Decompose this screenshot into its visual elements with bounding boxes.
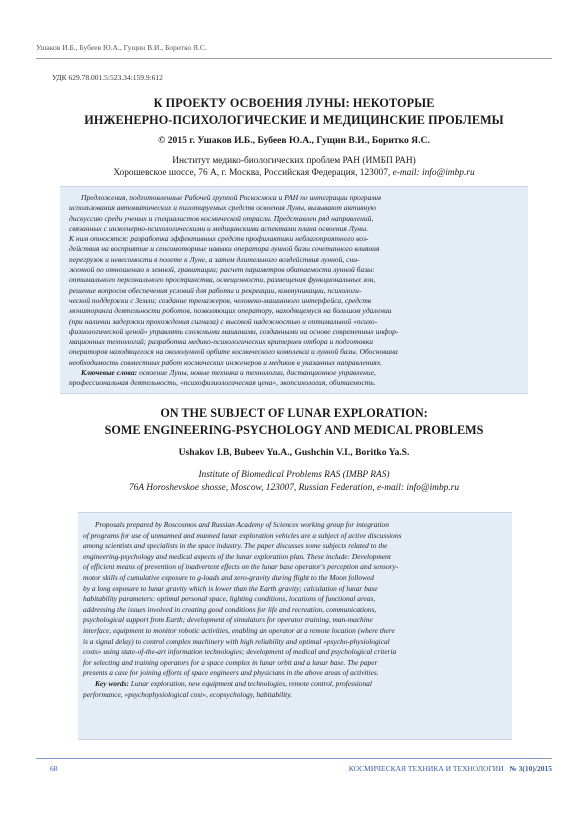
authors-english: Ushakov I.B, Bubeev Yu.A., Gushchin V.I., Boritko Ya.S.	[178, 447, 410, 458]
keywords-english	[83, 679, 507, 690]
abstract-russian-line: необходимость совместных работ космических инженеров и медиков в указанных направлениях.	[69, 357, 383, 367]
address-russian-text: Хорошевское шоссе, 76 А, г. Москва, Российская Федерация, 123007,	[113, 168, 391, 178]
title-english	[40, 405, 548, 439]
institute-english: Institute of Biomedical Problems RAS (IMBP RAS)	[198, 470, 390, 480]
abstract-english-line: of efficient means of prevention of inadvertent effects on the lunar base operator's perception and sensory-	[83, 562, 399, 572]
keywords-english-label: Key words:	[95, 678, 129, 688]
running-head: Ушаков И.Б., Бубеев Ю.А., Гущин В.И., Боритко Я.С.	[36, 43, 552, 59]
journal-issue: № 3(10)/2015	[509, 764, 552, 773]
keywords-russian-text: освоение Луны, новые техника и технологии, дистанционное управление,	[139, 368, 376, 378]
abstract-english-line: engineering-psychology and medical aspects of the lunar exploration plan. These include: Development	[83, 551, 391, 561]
abstract-russian-line: Предложения, подготовленные Рабочей группой Роскосмоса и РАН по интеграции программ	[81, 193, 381, 202]
abstract-english-line: by a long exposure to lunar gravity which is lower than the Earth gravity; calculation of lunar base	[83, 583, 378, 593]
keywords-russian-label: Ключевые слова:	[81, 368, 138, 378]
udk-code: УДК 629.78.001.5:523.34:159.9:612	[52, 73, 163, 82]
title-russian-line: К ПРОЕКТУ ОСВОЕНИЯ ЛУНЫ: НЕКОТОРЫЕ	[153, 96, 435, 110]
journal-name: КОСМИЧЕСКАЯ ТЕХНИКА И ТЕХНОЛОГИИ	[348, 764, 504, 773]
address-russian	[40, 167, 548, 179]
abstract-russian-line: использования автоматических и пилотируемых средств освоения Луны, вызывают активную	[69, 203, 376, 213]
abstract-russian-line: ческой поддержки с Земли; создание тренажеров, человеко-машинного интерфейса, средств	[69, 295, 372, 305]
abstract-russian-line: (при наличии задержки прохождения сигнала) с высокой надежностью и оптимальной «психо-	[69, 316, 378, 326]
email-russian: e-mail: info@imbp.ru	[392, 168, 475, 178]
title-russian	[40, 95, 548, 129]
abstract-russian-line: дискуссию среди ученых и специалистов космической отрасли. Представлен ряд направлений,	[69, 213, 374, 223]
affiliation-english	[40, 469, 548, 494]
title-russian-line: ИНЖЕНЕРНО-ПСИХОЛОГИЧЕСКИЕ И МЕДИЦИНСКИЕ ПРОБЛЕМЫ	[84, 113, 504, 127]
journal-info	[349, 764, 552, 773]
abstract-english-line: costs» using state-of-the-art information technologies; development of medical and psychological criteria	[83, 647, 397, 657]
abstract-russian-line: решение вопросов обеспечения условий для работы и рекреации, коммуникации, психологи-	[69, 285, 362, 295]
abstract-russian-line: физиологической ценой» управлять сложными машинами, созданными на основе современных инфор-	[69, 326, 399, 336]
page-footer	[36, 758, 552, 773]
abstract-russian-line: женной по отношению к земной, гравитации; расчет параметров обитаемости лунной базы:	[69, 265, 375, 275]
abstract-english-line: motor skills of cumulative exposure to g-loads and zero-gravity during flight to the Moon followed	[83, 572, 374, 582]
keywords-russian	[69, 368, 519, 378]
abstract-english-line: of programs for use of unmanned and manned lunar exploration vehicles are a subject of active discussions	[83, 530, 402, 540]
abstract-english-body	[83, 520, 507, 679]
authors-russian: © 2015 г. Ушаков И.Б., Бубеев Ю.А., Гущин В.И., Боритко Я.С.	[158, 135, 430, 146]
abstract-russian-line: мационных технологий; разработка медико-психологических критериев отбора и подготовки	[69, 337, 373, 347]
abstract-english-line: is a signal delay) to control complex machinery with high reliability and optimal «psycho-physiological	[83, 636, 390, 646]
keywords-russian-continuation: профессиональная деятельность, «психофизиологическая цена», экопсихология, обитаемость.	[69, 378, 376, 388]
abstract-russian-body	[69, 193, 519, 368]
abstract-english-line: among scientists and specialists in the space industry. The paper discusses some subjects related to the	[83, 541, 388, 551]
abstract-english-line: Proposals prepared by Roscosmos and Russian Academy of Sciences working group for integration	[95, 520, 389, 529]
abstract-russian	[60, 186, 528, 394]
abstract-russian-line: К ним относятся: разработка эффективных средств профилактики неблагоприятного воз-	[69, 234, 369, 244]
abstract-english-line: interface, equipment to monitor robotic activities, enabling an operator at a remote location (where there	[83, 625, 395, 635]
abstract-russian-line: мониторинга деятельности роботов, позволяющих оператору, находящемуся на большом удалении	[69, 306, 392, 316]
abstract-english-line: presents a case for joining efforts of space engineers and physicians in the above areas of activities.	[83, 668, 379, 678]
title-english-line: SOME ENGINEERING-PSYCHOLOGY AND MEDICAL PROBLEMS	[104, 423, 484, 437]
abstract-russian-line: связанных с инженерно-психологическими и медицинскими аспектами плана освоения Луны.	[69, 223, 368, 233]
abstract-russian-line: оптимального персонального пространства, освещенности, размещения функциональных зон,	[69, 275, 376, 285]
affiliation-russian	[40, 155, 548, 179]
institute-russian: Институт медико-биологических проблем РАН (ИМБП РАН)	[172, 156, 416, 166]
title-english-line: ON THE SUBJECT OF LUNAR EXPLORATION:	[160, 406, 428, 420]
abstract-russian-line: действия на восприятие и сенсомоторные навыки оператора лунной базы сочетанного влияния	[69, 244, 380, 254]
abstract-english-line: psychological support from Earth; development of simulators for operator training, man-machine	[83, 615, 373, 625]
address-english: 76A Horoshevskoe shosse, Moscow, 123007, Russian Federation, e-mail: info@imbp.ru	[128, 482, 460, 493]
keywords-english-continuation: performance, «psychophysiological cost», ecopsychology, habitability.	[83, 689, 292, 699]
abstract-english	[78, 512, 512, 740]
keywords-english-text: Lunar exploration, new equipment and technologies, remote control, professional	[130, 678, 372, 688]
abstract-english-line: for selecting and training operators for a space complex in lunar orbit and a lunar base. The paper	[83, 657, 378, 667]
abstract-russian-line: операторов находящегося на окололунной орбите космического комплекса и лунной базы. Обоснована	[69, 347, 398, 357]
abstract-english-line: addressing the issues involved in creating good conditions for life and recreation, communications,	[83, 604, 377, 614]
abstract-russian-line: перегрузок и невесомости в полете к Луне, а затем длительного воздействия лунной, сни-	[69, 254, 360, 264]
abstract-english-line: habitability parameters: optimal personal space, lighting conditions, locations of functional areas,	[83, 594, 376, 604]
page-number: 68	[50, 764, 58, 773]
